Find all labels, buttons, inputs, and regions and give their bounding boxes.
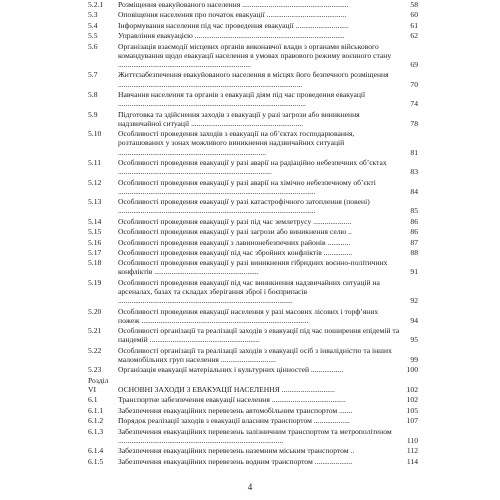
toc-entry-page: 92 xyxy=(410,296,418,306)
table-of-contents xyxy=(88,0,418,467)
toc-entry-title: Особливості проведення евакуації під час виникнення надзвичайних ситуацій на арсеналах, базах та складах зберігання зброї і боєприпасів ............................................................................................ xyxy=(118,277,380,306)
toc-entry-page: 81 xyxy=(410,147,418,157)
toc-entry-page: 85 xyxy=(410,206,418,216)
toc-entry-number: 6.1.1 xyxy=(88,405,104,415)
toc-entry-title: Забезпечення евакуаційних перевезень водним транспортом .................... xyxy=(118,456,353,466)
toc-entry-number: 5.3 xyxy=(88,10,98,20)
toc-entry[interactable] xyxy=(88,178,418,196)
toc-entry[interactable] xyxy=(88,42,418,70)
page-number: 4 xyxy=(247,482,253,492)
toc-entry[interactable] xyxy=(88,307,418,325)
toc-entry-page: 83 xyxy=(410,167,418,177)
toc-entry-page: 86 xyxy=(410,227,418,237)
toc-entry-page: 60 xyxy=(410,10,418,20)
toc-entry[interactable] xyxy=(88,258,418,276)
toc-entry-number: 5.2.1 xyxy=(88,0,104,9)
toc-entry-page: 84 xyxy=(410,186,418,196)
toc-entry-title: Транспортне забезпечення евакуації населення ....................................... xyxy=(118,395,346,405)
toc-entry-title: Організація евакуації матеріальних і культурних цінностей ................. xyxy=(118,365,344,375)
toc-entry-title: Порядок реалізації заходів з евакуації власним транспортом ................... xyxy=(118,416,350,426)
toc-entry-number: 5.10 xyxy=(88,129,102,139)
toc-entry[interactable] xyxy=(88,70,418,88)
toc-entry[interactable] xyxy=(88,346,418,364)
toc-entry[interactable] xyxy=(88,278,418,306)
toc-entry-page: 95 xyxy=(410,335,418,345)
toc-entry-title: Особливості організації та реалізації заходів з евакуації під час поширення епідемій та пандемій .......................................................... xyxy=(118,326,400,345)
toc-entry-title: Особливості проведення евакуації у разі виникнення гібридних воєнно-політичних конфліктів ....................................................... xyxy=(118,258,388,277)
toc-entry-title: Управління евакуацією ............................................................................... xyxy=(118,31,345,41)
toc-entry-page: 86 xyxy=(410,216,418,226)
toc-entry[interactable] xyxy=(88,21,418,30)
toc-entry-number: Розділ VI xyxy=(88,375,109,395)
toc-entry-title: Забезпечення евакуаційних перевезень залізничним транспортом та метрополітеном ....................................................................................... xyxy=(118,426,392,445)
toc-entry-number: 5.5 xyxy=(88,31,98,41)
toc-entry-number: 5.11 xyxy=(88,157,102,167)
toc-entry-number: 5.8 xyxy=(88,89,98,99)
toc-entry-title: Організація взаємодії місцевих органів виконавчої влади з органами військового командування щодо евакуації населення в умовах правового режиму воєнного стану ...................................................................... xyxy=(118,41,392,69)
toc-entry-page: 99 xyxy=(410,355,418,365)
toc-entry-page: 88 xyxy=(410,247,418,257)
toc-entry-number: 5.20 xyxy=(88,306,102,316)
toc-entry-number: 6.1.5 xyxy=(88,456,104,466)
toc-entry-page: 94 xyxy=(410,315,418,325)
toc-entry[interactable] xyxy=(88,227,418,236)
toc-entry-page: 110 xyxy=(406,435,418,445)
toc-entry-title: Навчання населення та органів з евакуації діям під час проведення евакуації ................................................................................................... xyxy=(118,89,366,109)
toc-entry[interactable] xyxy=(88,248,418,257)
toc-entry[interactable] xyxy=(88,110,418,128)
toc-entry-number: 5.18 xyxy=(88,258,102,268)
toc-entry-page: 105 xyxy=(406,405,418,415)
toc-entry-page: 100 xyxy=(406,365,418,375)
toc-entry-number: 5.16 xyxy=(88,237,102,247)
toc-entry[interactable] xyxy=(88,446,418,455)
toc-entry-title: Оповіщення населення про початок евакуації .......................................... xyxy=(118,10,347,20)
toc-entry-title: Розміщення евакуйованого населення ........................................................ xyxy=(118,0,349,9)
toc-entry-title: Особливості проведення евакуації з лавинонебезпечних районів ............ xyxy=(118,237,351,247)
toc-entry-title: Життєзабезпечення евакуйованого населення в місцях його безпечного розміщення ................................................................................................. xyxy=(118,70,389,89)
toc-entry-number: 5.9 xyxy=(88,109,98,119)
toc-entry[interactable] xyxy=(88,197,418,215)
toc-entry-page: 74 xyxy=(410,99,418,109)
toc-entry-number: 5.23 xyxy=(88,365,102,375)
toc-entry-title: Забезпечення евакуаційних перевезень наземним міським транспортом .. xyxy=(118,446,355,456)
toc-entry-title: Особливості проведення евакуації під час збройних конфліктів ............... xyxy=(118,247,353,257)
toc-entry[interactable] xyxy=(88,0,418,9)
toc-entry-number: 5.4 xyxy=(88,20,98,30)
toc-entry-page: 70 xyxy=(410,79,418,89)
toc-entry-title: Інформування населення під час проведення евакуації ............................ xyxy=(118,20,349,30)
toc-entry-number: 5.12 xyxy=(88,177,102,187)
toc-entry-number: 5.7 xyxy=(88,70,98,80)
toc-entry-title: Особливості проведення евакуації у разі загрози або виникнення селю .. xyxy=(118,227,352,237)
toc-entry-number: 5.17 xyxy=(88,247,102,257)
toc-entry[interactable] xyxy=(88,158,418,176)
toc-entry[interactable] xyxy=(88,90,418,108)
toc-entry-page: 87 xyxy=(410,237,418,247)
toc-entry[interactable] xyxy=(88,10,418,19)
toc-entry-number: 6.1.3 xyxy=(88,426,104,436)
toc-entry-title: Особливості проведення евакуації населення у разі масових лісових і торф’яних пожеж ........................................................................................ xyxy=(118,306,379,325)
toc-entry-number: 5.22 xyxy=(88,345,102,355)
toc-entry-page: 112 xyxy=(406,446,418,456)
toc-entry-number: 6.1.2 xyxy=(88,416,104,426)
toc-entry-number: 5.15 xyxy=(88,227,102,237)
toc-entry-page: 62 xyxy=(410,31,418,41)
toc-entry[interactable] xyxy=(88,416,418,425)
toc-entry-number: 6.1 xyxy=(88,395,98,405)
toc-entry[interactable] xyxy=(88,406,418,415)
toc-entry-title: Підготовка та здійснення заходів з евакуації у разі загрози або виникнення надзвичайної ситуації ........................................................... xyxy=(118,109,360,128)
toc-entry-page: 91 xyxy=(410,267,418,277)
toc-entry-page: 58 xyxy=(410,0,418,9)
toc-entry-page: 107 xyxy=(406,416,418,426)
toc-entry-title: Забезпечення евакуаційних перевезень автомобільним транспортом ....... xyxy=(118,405,353,415)
toc-entry-title: Особливості проведення евакуації у разі катастрофічного затоплення (повені) ........................................................................................................ xyxy=(118,197,370,216)
toc-entry[interactable] xyxy=(88,31,418,40)
toc-entry[interactable] xyxy=(88,238,418,247)
toc-entry[interactable] xyxy=(88,365,418,374)
toc-entry-number: 5.19 xyxy=(88,277,102,287)
toc-entry[interactable] xyxy=(88,457,418,466)
toc-entry-title: Особливості проведення евакуації у разі аварії на хімічно небезпечному об’єкті ........................................................................................................ xyxy=(118,177,376,196)
toc-entry-page: 78 xyxy=(410,118,418,128)
toc-entry[interactable] xyxy=(88,376,418,394)
toc-entry[interactable] xyxy=(88,395,418,404)
toc-entry-title: Особливості організації та реалізації заходів з евакуації осіб з інвалідністю та інших маломобільних груп населення ............................. xyxy=(118,345,392,365)
toc-entry-page: 69 xyxy=(410,59,418,69)
toc-entry[interactable] xyxy=(88,427,418,445)
toc-entry-title: Особливості проведення евакуації у разі під час землетрусу .................... xyxy=(118,216,352,226)
toc-entry-number: 5.21 xyxy=(88,326,102,336)
toc-entry-page: 102 xyxy=(406,385,418,395)
toc-entry[interactable] xyxy=(88,129,418,157)
toc-entry-number: 5.13 xyxy=(88,197,102,207)
toc-entry-title: ОСНОВНІ ЗАХОДИ З ЕВАКУАЦІЇ НАСЕЛЕННЯ ............................ xyxy=(118,385,335,395)
toc-entry[interactable] xyxy=(88,217,418,226)
toc-entry-number: 6.1.4 xyxy=(88,446,104,456)
toc-entry-number: 5.6 xyxy=(88,41,98,51)
toc-entry-page: 102 xyxy=(406,395,418,405)
toc-entry-title: Особливості проведення заходів з евакуації на об’єктах господарювання, розташованих у зонах можливого виникнення надзвичайних ситуацій .............................................................................. xyxy=(118,129,355,157)
toc-entry[interactable] xyxy=(88,326,418,344)
toc-entry-page: 61 xyxy=(410,20,418,30)
toc-entry-number: 5.14 xyxy=(88,216,102,226)
toc-entry-title: Особливості проведення евакуації у разі аварії на радіаційно небезпечних об’єктах ................................................................................. xyxy=(118,157,387,177)
toc-entry-page: 114 xyxy=(406,456,418,466)
